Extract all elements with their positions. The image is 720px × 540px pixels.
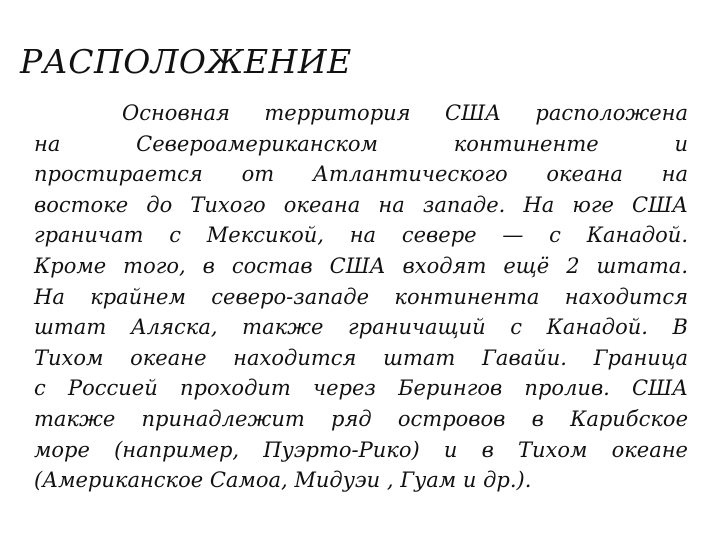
body-line: простирается от Атлантического океана на xyxy=(34,162,688,187)
body-line: также принадлежит ряд островов в Карибское xyxy=(34,406,688,431)
body-line: на Североамериканском континенте и xyxy=(34,131,688,156)
body-line: штат Аляска, также граничащий с Канадой. В xyxy=(34,315,688,340)
body-line: Тихом океане находится штат Гавайи. Граница xyxy=(34,345,688,370)
body-line: море (например, Пуэрто-Рико) и в Тихом океане xyxy=(34,437,688,462)
body-line: востоке до Тихого океана на западе. На юге США xyxy=(34,192,688,217)
slide-title: РАСПОЛОЖЕНИЕ xyxy=(20,42,352,81)
body-line: Основная территория США расположена xyxy=(122,101,688,125)
body-line: Кроме того, в состав США входят ещё 2 штата. xyxy=(34,253,688,278)
body-line: (Американское Самоа, Мидуэи , Гуам и др.). xyxy=(34,468,532,493)
body-text xyxy=(34,98,688,496)
body-line: На крайнем северо-западе континента находится xyxy=(34,284,688,309)
body-line: граничат с Мексикой, на севере — с Канадой. xyxy=(34,223,688,248)
body-line: с Россией проходит через Берингов пролив. США xyxy=(34,376,688,401)
